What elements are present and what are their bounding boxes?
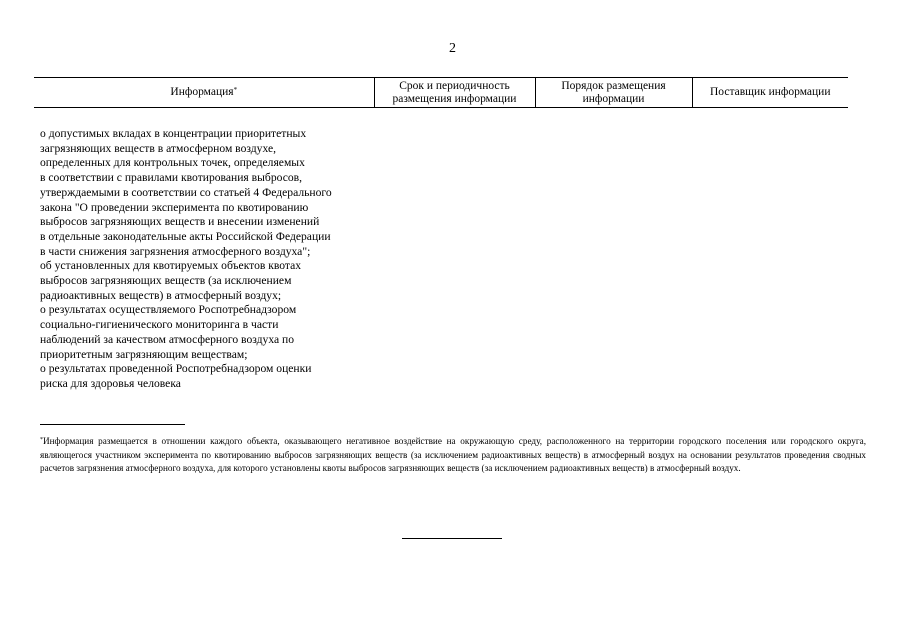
- header-cell-placement-order: Порядок размещения информации: [535, 78, 692, 108]
- footnote-mark: *: [233, 86, 238, 95]
- text-line: утверждаемыми в соответствии со статьей 4 Федерального: [40, 185, 332, 199]
- text-line: в отдельные законодательные акты Российской Федерации: [40, 229, 331, 243]
- text-line: радиоактивных веществ) в атмосферный воздух;: [40, 288, 282, 302]
- end-of-document-rule: [402, 538, 502, 539]
- text-line: определенных для контрольных точек, определяемых: [40, 156, 305, 170]
- header-cell-supplier: Поставщик информации: [692, 78, 848, 108]
- header-information-label: Информация: [170, 86, 234, 99]
- text-line: выбросов загрязняющих веществ и внесении изменений: [40, 215, 320, 229]
- table-header: [34, 77, 848, 108]
- text-line: социально-гигиенического мониторинга в части: [40, 318, 279, 332]
- table-header-row: [34, 78, 848, 108]
- page-number: 2: [449, 41, 456, 56]
- text-line: в части снижения загрязнения атмосферного воздуха";: [40, 244, 311, 258]
- header-cell-information: [34, 78, 374, 108]
- header-cell-period: Срок и периодичность размещения информации: [374, 78, 535, 108]
- footnote-text: Информация размещается в отношении каждого объекта, оказывающего негативное воздействие на окружающую среду, расположенного на территории городского поселения или городского округа, являющегося участником эксперимента по квотированию выбросов загрязняющих веществ (за исключением радиоактивных веществ) в атмосферный воздух на основании результатов проведения сводных расчетов загрязнения атмосферного воздуха, для которого установлены квоты выбросов загрязняющих веществ (за исключением радиоактивных веществ) в атмосферный воздух.: [40, 436, 866, 473]
- footnote-mark: *: [40, 437, 43, 443]
- footnote: [40, 435, 866, 476]
- text-line: наблюдений за качеством атмосферного воздуха по: [40, 332, 295, 346]
- text-line: выбросов загрязняющих веществ (за исключением: [40, 274, 292, 288]
- text-line: о результатах проведенной Роспотребнадзором оценки: [40, 362, 312, 376]
- text-line: о результатах осуществляемого Роспотребнадзором: [40, 303, 297, 317]
- footnote-separator: [40, 424, 185, 425]
- text-line: приоритетным загрязняющим веществам;: [40, 347, 248, 361]
- information-column-text: [40, 127, 380, 392]
- text-line: о допустимых вкладах в концентрации приоритетных: [40, 127, 307, 140]
- text-line: об установленных для квотируемых объектов квотах: [40, 259, 302, 273]
- text-line: загрязняющих веществ в атмосферном воздухе,: [40, 141, 276, 155]
- text-line: закона "О проведении эксперимента по квотированию: [40, 200, 309, 214]
- text-line: риска для здоровья человека: [40, 376, 181, 390]
- text-line: в соответствии с правилами квотирования выбросов,: [40, 171, 303, 185]
